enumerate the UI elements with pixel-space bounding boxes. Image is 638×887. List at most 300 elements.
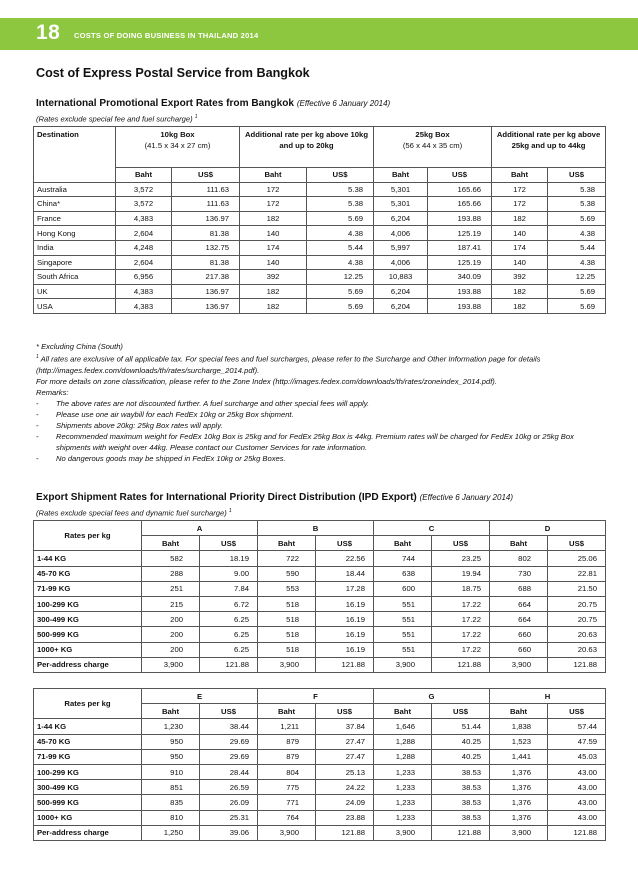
usd-cell: 43.00 <box>548 810 606 825</box>
baht-cell: 518 <box>258 642 316 657</box>
usd-header: US$ <box>548 704 606 719</box>
baht-cell: 6,204 <box>374 299 428 314</box>
baht-cell: 1,211 <box>258 719 316 734</box>
zone-header: A <box>142 521 258 536</box>
baht-cell: 182 <box>240 211 307 226</box>
usd-cell: 39.06 <box>200 825 258 840</box>
weight-band-cell: 100-299 KG <box>34 596 142 611</box>
baht-cell: 182 <box>492 299 548 314</box>
usd-cell: 121.88 <box>548 825 606 840</box>
table-row <box>34 825 606 840</box>
zone-header: B <box>258 521 374 536</box>
usd-cell: 5.38 <box>548 182 606 197</box>
baht-cell: 802 <box>490 551 548 566</box>
section1-subtitle: (Rates exclude special fee and fuel surcharge) $^1$ <box>36 114 198 124</box>
baht-cell: 4,248 <box>116 240 172 255</box>
table-row <box>34 612 606 627</box>
table-row <box>34 719 606 734</box>
zone-header-row <box>34 521 606 536</box>
baht-header: Baht <box>240 168 307 183</box>
weight-band-cell: 100-299 KG <box>34 764 142 779</box>
baht-cell: 810 <box>142 810 200 825</box>
baht-cell: 1,233 <box>374 810 432 825</box>
baht-cell: 879 <box>258 749 316 764</box>
baht-cell: 182 <box>492 284 548 299</box>
usd-cell: 5.38 <box>307 197 374 212</box>
baht-cell: 3,900 <box>258 825 316 840</box>
baht-cell: 140 <box>240 226 307 241</box>
table-row <box>34 780 606 795</box>
usd-cell: 6.25 <box>200 612 258 627</box>
usd-cell: 6.25 <box>200 627 258 642</box>
usd-cell: 37.84 <box>316 719 374 734</box>
baht-cell: 1,646 <box>374 719 432 734</box>
remark-item: - Recommended maximum weight for FedEx 10kg Box is 25kg and for FedEx 25kg Box is 44kg. Premium rates will be charged for FedEx 10kg or 25kg Box shipments with weight over 44kg. Please contact our Customer Services for rate information. <box>36 431 604 453</box>
usd-cell: 121.88 <box>316 825 374 840</box>
destination-cell: Australia <box>34 182 116 197</box>
baht-cell: 730 <box>490 566 548 581</box>
usd-cell: 23.25 <box>432 551 490 566</box>
usd-cell: 57.44 <box>548 719 606 734</box>
usd-header: US$ <box>200 536 258 551</box>
weight-band-cell: 45-70 KG <box>34 734 142 749</box>
usd-cell: 17.22 <box>432 612 490 627</box>
usd-header: US$ <box>432 704 490 719</box>
usd-cell: 187.41 <box>428 240 492 255</box>
baht-cell: 1,376 <box>490 780 548 795</box>
baht-cell: 5,301 <box>374 197 428 212</box>
usd-cell: 193.88 <box>428 211 492 226</box>
baht-header: Baht <box>116 168 172 183</box>
usd-cell: 29.69 <box>200 734 258 749</box>
weight-band-cell: 71-99 KG <box>34 749 142 764</box>
weight-band-cell: Per-address charge <box>34 825 142 840</box>
usd-cell: 4.38 <box>548 255 606 270</box>
usd-cell: 4.38 <box>307 255 374 270</box>
weight-band-cell: 1000+ KG <box>34 810 142 825</box>
baht-cell: 172 <box>492 197 548 212</box>
baht-cell: 664 <box>490 596 548 611</box>
baht-cell: 660 <box>490 627 548 642</box>
usd-cell: 165.66 <box>428 197 492 212</box>
promotional-rates-table <box>33 126 606 314</box>
usd-cell: 47.59 <box>548 734 606 749</box>
usd-cell: 17.22 <box>432 642 490 657</box>
baht-cell: 660 <box>490 642 548 657</box>
destination-cell: UK <box>34 284 116 299</box>
usd-cell: 20.75 <box>548 596 606 611</box>
usd-cell: 136.97 <box>172 284 240 299</box>
usd-cell: 193.88 <box>428 284 492 299</box>
baht-cell: 518 <box>258 627 316 642</box>
baht-cell: 1,376 <box>490 795 548 810</box>
baht-cell: 200 <box>142 642 200 657</box>
baht-cell: 518 <box>258 612 316 627</box>
baht-cell: 5,301 <box>374 182 428 197</box>
usd-cell: 21.50 <box>548 581 606 596</box>
usd-cell: 5.69 <box>307 211 374 226</box>
usd-cell: 111.63 <box>172 182 240 197</box>
usd-header: US$ <box>316 704 374 719</box>
baht-cell: 172 <box>492 182 548 197</box>
baht-cell: 551 <box>374 596 432 611</box>
notes-block <box>36 341 604 465</box>
remark-item: - Please use one air waybill for each FedEx 10kg or 25kg Box shipment. <box>36 409 604 420</box>
usd-cell: 121.88 <box>432 825 490 840</box>
usd-cell: 26.59 <box>200 780 258 795</box>
usd-cell: 136.97 <box>172 211 240 226</box>
destination-cell: India <box>34 240 116 255</box>
remarks-list <box>36 398 604 465</box>
usd-cell: 6.72 <box>200 596 258 611</box>
baht-cell: 775 <box>258 780 316 795</box>
baht-cell: 1,233 <box>374 795 432 810</box>
usd-cell: 121.88 <box>200 657 258 672</box>
usd-cell: 9.00 <box>200 566 258 581</box>
page-header-band <box>0 18 638 50</box>
baht-header: Baht <box>490 536 548 551</box>
usd-cell: 17.22 <box>432 627 490 642</box>
baht-cell: 688 <box>490 581 548 596</box>
table-row <box>34 749 606 764</box>
remark-item: - The above rates are not discounted further. A fuel surcharge and other special fees will apply. <box>36 398 604 409</box>
baht-cell: 3,900 <box>374 657 432 672</box>
baht-cell: 10,883 <box>374 270 428 285</box>
baht-cell: 744 <box>374 551 432 566</box>
table-row <box>34 211 606 226</box>
usd-cell: 132.75 <box>172 240 240 255</box>
table-row <box>34 226 606 241</box>
baht-header: Baht <box>490 704 548 719</box>
usd-cell: 38.53 <box>432 810 490 825</box>
baht-cell: 590 <box>258 566 316 581</box>
usd-cell: 25.31 <box>200 810 258 825</box>
table-row <box>34 240 606 255</box>
baht-cell: 4,006 <box>374 226 428 241</box>
usd-cell: 5.69 <box>307 299 374 314</box>
usd-cell: 121.88 <box>316 657 374 672</box>
usd-cell: 23.88 <box>316 810 374 825</box>
usd-cell: 81.38 <box>172 226 240 241</box>
zone-header: G <box>374 689 490 704</box>
table-row <box>34 284 606 299</box>
table-row <box>34 270 606 285</box>
usd-cell: 217.38 <box>172 270 240 285</box>
baht-cell: 3,900 <box>490 825 548 840</box>
baht-cell: 582 <box>142 551 200 566</box>
usd-cell: 24.22 <box>316 780 374 795</box>
usd-header: US$ <box>432 536 490 551</box>
destination-cell: USA <box>34 299 116 314</box>
baht-header: Baht <box>142 536 200 551</box>
baht-cell: 664 <box>490 612 548 627</box>
baht-cell: 638 <box>374 566 432 581</box>
baht-cell: 200 <box>142 627 200 642</box>
usd-cell: 27.47 <box>316 734 374 749</box>
baht-cell: 392 <box>492 270 548 285</box>
usd-cell: 111.63 <box>172 197 240 212</box>
table-row <box>34 566 606 581</box>
table-row <box>34 627 606 642</box>
rates-per-kg-header: Rates per kg <box>34 521 142 551</box>
usd-cell: 121.88 <box>432 657 490 672</box>
baht-header: Baht <box>142 704 200 719</box>
usd-cell: 51.44 <box>432 719 490 734</box>
usd-cell: 16.19 <box>316 596 374 611</box>
baht-cell: 174 <box>492 240 548 255</box>
ipd-rates-table-a-d <box>33 520 606 673</box>
table-row <box>34 734 606 749</box>
baht-cell: 182 <box>240 299 307 314</box>
baht-cell: 4,383 <box>116 299 172 314</box>
page-number: 18 <box>36 21 61 44</box>
usd-cell: 40.25 <box>432 734 490 749</box>
destination-cell: Singapore <box>34 255 116 270</box>
usd-cell: 16.19 <box>316 612 374 627</box>
zone-header: C <box>374 521 490 536</box>
usd-cell: 17.28 <box>316 581 374 596</box>
baht-cell: 518 <box>258 596 316 611</box>
usd-header: US$ <box>428 168 492 183</box>
usd-cell: 43.00 <box>548 780 606 795</box>
usd-cell: 12.25 <box>307 270 374 285</box>
baht-header: Baht <box>492 168 548 183</box>
add10-header: Additional rate per kg above 10kg and up to 20kg <box>240 127 374 168</box>
usd-cell: 38.53 <box>432 764 490 779</box>
usd-cell: 28.44 <box>200 764 258 779</box>
zone-header-row <box>34 689 606 704</box>
usd-cell: 125.19 <box>428 255 492 270</box>
baht-cell: 6,204 <box>374 211 428 226</box>
baht-cell: 600 <box>374 581 432 596</box>
weight-band-cell: 1-44 KG <box>34 551 142 566</box>
baht-cell: 551 <box>374 612 432 627</box>
add25-header: Additional rate per kg above 25kg and up to 44kg <box>492 127 606 168</box>
baht-cell: 1,233 <box>374 764 432 779</box>
usd-cell: 18.19 <box>200 551 258 566</box>
usd-cell: 5.38 <box>548 197 606 212</box>
baht-cell: 1,288 <box>374 734 432 749</box>
usd-cell: 6.25 <box>200 642 258 657</box>
baht-cell: 140 <box>240 255 307 270</box>
baht-cell: 4,383 <box>116 211 172 226</box>
baht-header: Baht <box>374 704 432 719</box>
usd-cell: 22.56 <box>316 551 374 566</box>
baht-cell: 910 <box>142 764 200 779</box>
baht-header: Baht <box>258 704 316 719</box>
section2-subtitle: (Rates exclude special fees and dynamic fuel surcharge) $^1$ <box>36 508 232 518</box>
usd-header: US$ <box>548 536 606 551</box>
table-row <box>34 810 606 825</box>
destination-cell: South Africa <box>34 270 116 285</box>
usd-cell: 25.06 <box>548 551 606 566</box>
usd-header: US$ <box>307 168 374 183</box>
baht-cell: 172 <box>240 197 307 212</box>
usd-cell: 19.94 <box>432 566 490 581</box>
baht-cell: 1,250 <box>142 825 200 840</box>
destination-cell: Hong Kong <box>34 226 116 241</box>
usd-cell: 20.63 <box>548 642 606 657</box>
usd-cell: 38.44 <box>200 719 258 734</box>
baht-cell: 1,376 <box>490 764 548 779</box>
usd-cell: 5.38 <box>307 182 374 197</box>
usd-cell: 340.09 <box>428 270 492 285</box>
usd-cell: 20.75 <box>548 612 606 627</box>
baht-cell: 174 <box>240 240 307 255</box>
running-header-title: COSTS OF DOING BUSINESS IN THAILAND 2014 <box>74 31 259 40</box>
usd-cell: 165.66 <box>428 182 492 197</box>
usd-cell: 29.69 <box>200 749 258 764</box>
baht-cell: 551 <box>374 627 432 642</box>
section2-effective-date: (Effective 6 January 2014) <box>419 493 514 502</box>
usd-header: US$ <box>316 536 374 551</box>
usd-cell: 5.69 <box>548 284 606 299</box>
destination-cell: China* <box>34 197 116 212</box>
table-row <box>34 255 606 270</box>
usd-cell: 136.97 <box>172 299 240 314</box>
usd-cell: 121.88 <box>548 657 606 672</box>
table-row <box>34 197 606 212</box>
table-row <box>34 596 606 611</box>
table-row <box>34 795 606 810</box>
baht-cell: 3,572 <box>116 197 172 212</box>
usd-cell: 5.69 <box>548 299 606 314</box>
usd-cell: 5.44 <box>548 240 606 255</box>
baht-cell: 182 <box>240 284 307 299</box>
baht-cell: 4,006 <box>374 255 428 270</box>
baht-cell: 3,572 <box>116 182 172 197</box>
weight-band-cell: 45-70 KG <box>34 566 142 581</box>
usd-cell: 26.09 <box>200 795 258 810</box>
usd-cell: 5.69 <box>307 284 374 299</box>
baht-cell: 392 <box>240 270 307 285</box>
baht-cell: 553 <box>258 581 316 596</box>
usd-cell: 38.53 <box>432 795 490 810</box>
baht-cell: 172 <box>240 182 307 197</box>
baht-cell: 140 <box>492 255 548 270</box>
usd-cell: 4.38 <box>548 226 606 241</box>
baht-header: Baht <box>374 536 432 551</box>
usd-cell: 38.53 <box>432 780 490 795</box>
usd-header: US$ <box>200 704 258 719</box>
baht-header: Baht <box>374 168 428 183</box>
usd-cell: 22.81 <box>548 566 606 581</box>
baht-cell: 140 <box>492 226 548 241</box>
note-tax: $^1$ All rates are exclusive of all applicable tax. For special fees and fuel surcharges, please refer to the Surcharge and Other Information page for details (http://images.fedex.com/downloads/th/rates/surcharge_2014.pdf). <box>36 354 541 375</box>
note-excluding-china: * Excluding China (South) <box>36 342 123 351</box>
usd-cell: 12.25 <box>548 270 606 285</box>
baht-cell: 1,233 <box>374 780 432 795</box>
weight-band-cell: 1-44 KG <box>34 719 142 734</box>
rates-per-kg-header: Rates per kg <box>34 689 142 719</box>
weight-band-cell: 500-999 KG <box>34 627 142 642</box>
table-row <box>34 657 606 672</box>
table-row <box>34 642 606 657</box>
box25-header: 25kg Box (56 x 44 x 35 cm) <box>374 127 492 168</box>
weight-band-cell: Per-address charge <box>34 657 142 672</box>
usd-cell: 40.25 <box>432 749 490 764</box>
usd-cell: 4.38 <box>307 226 374 241</box>
baht-cell: 1,838 <box>490 719 548 734</box>
baht-header: Baht <box>258 536 316 551</box>
destination-header: Destination <box>34 127 116 183</box>
usd-cell: 125.19 <box>428 226 492 241</box>
baht-cell: 215 <box>142 596 200 611</box>
usd-cell: 5.44 <box>307 240 374 255</box>
baht-cell: 851 <box>142 780 200 795</box>
baht-cell: 182 <box>492 211 548 226</box>
zone-header: E <box>142 689 258 704</box>
main-title: Cost of Express Postal Service from Bangkok <box>36 66 310 80</box>
section1-title: International Promotional Export Rates from Bangkok (Effective 6 January 2014) <box>36 98 391 109</box>
weight-band-cell: 1000+ KG <box>34 642 142 657</box>
remark-item: - No dangerous goods may be shipped in FedEx 10kg or 25kg Boxes. <box>36 453 604 464</box>
usd-cell: 24.09 <box>316 795 374 810</box>
baht-cell: 200 <box>142 612 200 627</box>
baht-cell: 722 <box>258 551 316 566</box>
ipd-rates-table-e-h <box>33 688 606 841</box>
usd-cell: 18.75 <box>432 581 490 596</box>
usd-cell: 5.69 <box>548 211 606 226</box>
baht-cell: 2,604 <box>116 255 172 270</box>
usd-header: US$ <box>172 168 240 183</box>
baht-cell: 1,523 <box>490 734 548 749</box>
baht-cell: 3,900 <box>258 657 316 672</box>
baht-cell: 950 <box>142 734 200 749</box>
baht-cell: 1,230 <box>142 719 200 734</box>
weight-band-cell: 71-99 KG <box>34 581 142 596</box>
baht-cell: 2,604 <box>116 226 172 241</box>
usd-cell: 43.00 <box>548 795 606 810</box>
baht-cell: 6,956 <box>116 270 172 285</box>
baht-cell: 4,383 <box>116 284 172 299</box>
baht-cell: 771 <box>258 795 316 810</box>
table-row <box>34 581 606 596</box>
zone-header: H <box>490 689 606 704</box>
usd-cell: 17.22 <box>432 596 490 611</box>
weight-band-cell: 500-999 KG <box>34 795 142 810</box>
usd-cell: 25.13 <box>316 764 374 779</box>
baht-cell: 1,376 <box>490 810 548 825</box>
remark-item: - Shipments above 20kg: 25kg Box rates will apply. <box>36 420 604 431</box>
box10-header: 10kg Box (41.5 x 34 x 27 cm) <box>116 127 240 168</box>
usd-cell: 27.47 <box>316 749 374 764</box>
baht-cell: 879 <box>258 734 316 749</box>
note-remarks-label: Remarks: <box>36 387 69 397</box>
usd-cell: 81.38 <box>172 255 240 270</box>
usd-cell: 43.00 <box>548 764 606 779</box>
section1-effective-date: (Effective 6 January 2014) <box>296 99 391 108</box>
usd-cell: 18.44 <box>316 566 374 581</box>
baht-cell: 804 <box>258 764 316 779</box>
note-zone-index: For more details on zone classification, please refer to the Zone Index (http://images.fedex.com/downloads/th/rates/zoneindex_2014.pdf). <box>36 376 497 386</box>
destination-cell: France <box>34 211 116 226</box>
usd-cell: 16.19 <box>316 627 374 642</box>
table-row <box>34 182 606 197</box>
usd-cell: 16.19 <box>316 642 374 657</box>
usd-cell: 45.03 <box>548 749 606 764</box>
baht-cell: 5,997 <box>374 240 428 255</box>
weight-band-cell: 300-499 KG <box>34 612 142 627</box>
baht-cell: 251 <box>142 581 200 596</box>
usd-cell: 20.63 <box>548 627 606 642</box>
baht-cell: 551 <box>374 642 432 657</box>
baht-cell: 1,441 <box>490 749 548 764</box>
baht-cell: 950 <box>142 749 200 764</box>
baht-cell: 6,204 <box>374 284 428 299</box>
zone-header: F <box>258 689 374 704</box>
table-row <box>34 764 606 779</box>
